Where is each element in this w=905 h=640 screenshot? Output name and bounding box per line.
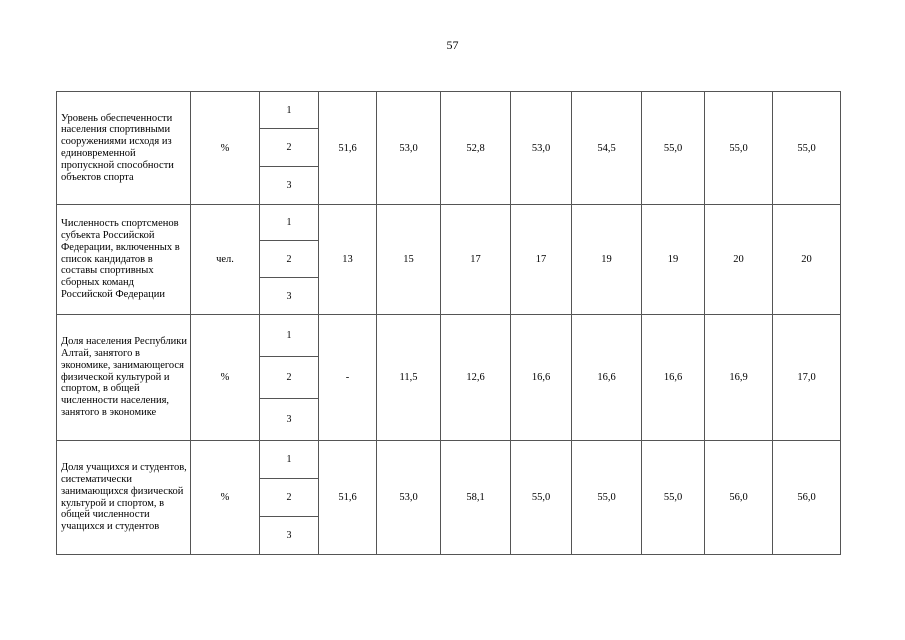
value-cell: 20 — [705, 205, 773, 315]
value-cell: 13 — [319, 205, 377, 315]
value-cell: 15 — [377, 205, 441, 315]
subrow-number-cell: 2 — [260, 479, 319, 517]
subrow-number-cell: 2 — [260, 241, 319, 278]
value-cell: 58,1 — [441, 441, 511, 555]
table-row — [57, 441, 841, 479]
unit-cell: % — [191, 315, 260, 441]
unit-cell: чел. — [191, 205, 260, 315]
value-cell: 55,0 — [773, 92, 841, 205]
value-cell: 56,0 — [705, 441, 773, 555]
subrow-number-cell: 3 — [260, 167, 319, 205]
value-cell: 55,0 — [572, 441, 642, 555]
value-cell: 54,5 — [572, 92, 642, 205]
value-cell: 53,0 — [511, 92, 572, 205]
subrow-number-cell: 2 — [260, 129, 319, 167]
value-cell: 20 — [773, 205, 841, 315]
value-cell: 55,0 — [642, 441, 705, 555]
unit-cell: % — [191, 92, 260, 205]
table-row — [57, 205, 841, 241]
value-cell: 16,6 — [642, 315, 705, 441]
value-cell: 55,0 — [511, 441, 572, 555]
subrow-number-cell: 1 — [260, 92, 319, 129]
value-cell: 55,0 — [705, 92, 773, 205]
value-cell: 12,6 — [441, 315, 511, 441]
indicator-name-cell: Доля населения Республики Алтай, занятого в экономике, занимающегося физической культурой и спортом, в общей численности населения, занятого в экономике — [57, 315, 191, 441]
indicators-table — [56, 91, 841, 555]
value-cell: 19 — [572, 205, 642, 315]
subrow-number-cell: 3 — [260, 517, 319, 555]
value-cell: 17 — [441, 205, 511, 315]
subrow-number-cell: 3 — [260, 278, 319, 315]
value-cell: 53,0 — [377, 441, 441, 555]
indicator-name-cell: Доля учащихся и студентов, систематически занимающихся физической культурой и спортом, в общей численности учащихся и студентов — [57, 441, 191, 555]
value-cell: 16,6 — [511, 315, 572, 441]
subrow-number-cell: 2 — [260, 357, 319, 399]
subrow-number-cell: 1 — [260, 315, 319, 357]
value-cell: 55,0 — [642, 92, 705, 205]
value-cell: - — [319, 315, 377, 441]
value-cell: 51,6 — [319, 441, 377, 555]
value-cell: 56,0 — [773, 441, 841, 555]
value-cell: 16,9 — [705, 315, 773, 441]
table-row — [57, 315, 841, 357]
value-cell: 17,0 — [773, 315, 841, 441]
subrow-number-cell: 3 — [260, 399, 319, 441]
table-row — [57, 92, 841, 129]
value-cell: 52,8 — [441, 92, 511, 205]
value-cell: 19 — [642, 205, 705, 315]
unit-cell: % — [191, 441, 260, 555]
value-cell: 11,5 — [377, 315, 441, 441]
value-cell: 17 — [511, 205, 572, 315]
subrow-number-cell: 1 — [260, 441, 319, 479]
value-cell: 51,6 — [319, 92, 377, 205]
value-cell: 53,0 — [377, 92, 441, 205]
subrow-number-cell: 1 — [260, 205, 319, 241]
indicator-name-cell: Уровень обеспеченности населения спортивными сооружениями исходя из единовременной пропускной способности объектов спорта — [57, 92, 191, 205]
value-cell: 16,6 — [572, 315, 642, 441]
page-number: 57 — [446, 38, 459, 52]
indicator-name-cell: Численность спортсменов субъекта Российской Федерации, включенных в список кандидатов в составы спортивных сборных команд Российской Федерации — [57, 205, 191, 315]
